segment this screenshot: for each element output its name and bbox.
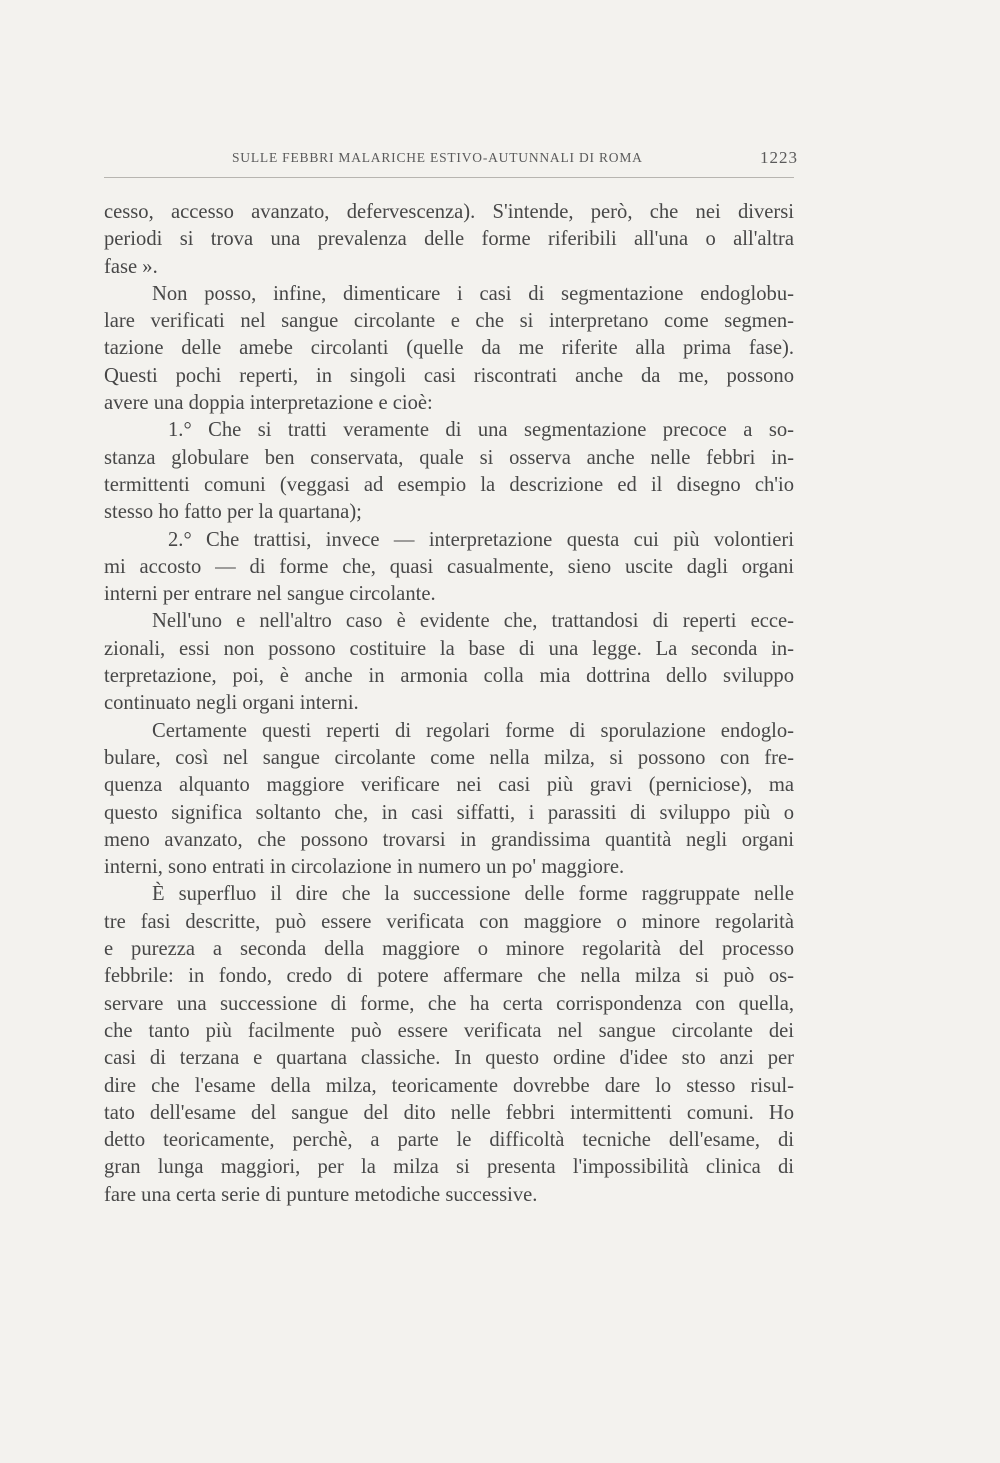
text-line: dire che l'esame della milza, teoricamente dovrebbe dare lo stesso risul- bbox=[104, 1074, 794, 1097]
text-line: Nell'uno e nell'altro caso è evidente che, trattandosi di reperti ecce- bbox=[152, 610, 794, 633]
text-line: Certamente questi reperti di regolari forme di sporulazione endoglo- bbox=[152, 719, 794, 742]
text-line: terpretazione, poi, è anche in armonia colla mia dottrina dello sviluppo bbox=[104, 665, 794, 688]
text-line: È superfluo il dire che la successione delle forme raggruppate nelle bbox=[152, 883, 794, 906]
text-line: stesso ho fatto per la quartana); bbox=[104, 501, 362, 524]
text-line: bulare, così nel sangue circolante come nella milza, si possono con fre- bbox=[104, 746, 794, 769]
text-line: detto teoricamente, perchè, a parte le difficoltà tecniche dell'esame, di bbox=[104, 1129, 794, 1152]
text-line: Questi pochi reperti, in singoli casi riscontrati anche da me, possono bbox=[104, 364, 794, 387]
text-line: servare una successione di forme, che ha certa corrispondenza con quella, bbox=[104, 992, 794, 1015]
text-line: febbrile: in fondo, credo di potere affermare che nella milza si può os- bbox=[104, 965, 794, 988]
text-line: fare una certa serie di punture metodiche successive. bbox=[104, 1183, 538, 1206]
text-line: cesso, accesso avanzato, defervescenza). S'intende, però, che nei diversi bbox=[104, 201, 794, 223]
text-line: Non posso, infine, dimenticare i casi di segmentazione endoglobu- bbox=[152, 282, 794, 305]
text-line: 2.° Che trattisi, invece — interpretazione questa cui più volontieri bbox=[168, 528, 794, 551]
text-line: interni per entrare nel sangue circolante. bbox=[104, 583, 436, 606]
page-number: 1223 bbox=[760, 148, 798, 167]
running-head: SULLE FEBBRI MALARICHE ESTIVO-AUTUNNALI DI ROMA bbox=[232, 150, 643, 165]
text-line: 1.° Che si tratti veramente di una segmentazione precoce a so- bbox=[168, 419, 794, 442]
text-line: quenza alquanto maggiore verificare nei casi più gravi (perniciose), ma bbox=[104, 774, 794, 797]
body-text bbox=[104, 199, 794, 1209]
text-line: interni, sono entrati in circolazione in numero un po' maggiore. bbox=[104, 856, 625, 879]
text-line: questo significa soltanto che, in casi siffatti, i parassiti di sviluppo più o bbox=[104, 801, 794, 824]
text-line: fase ». bbox=[104, 255, 158, 278]
text-line: termittenti comuni (veggasi ad esempio la descrizione ed il disegno ch'io bbox=[104, 473, 794, 496]
text-line: e purezza a seconda della maggiore o minore regolarità del processo bbox=[104, 938, 794, 961]
text-line: tre fasi descritte, può essere verificata con maggiore o minore regolarità bbox=[104, 910, 794, 933]
text-line: tato dell'esame del sangue del dito nelle febbri intermittenti comuni. Ho bbox=[104, 1101, 794, 1124]
text-line: zionali, essi non possono costituire la base di una legge. La seconda in- bbox=[104, 637, 794, 660]
text-line: mi accosto — di forme che, quasi casualmente, sieno uscite dagli organi bbox=[104, 555, 794, 578]
header-rule bbox=[104, 177, 794, 178]
text-line: continuato negli organi interni. bbox=[104, 692, 359, 715]
text-line: avere una doppia interpretazione e cioè: bbox=[104, 392, 433, 415]
text-line: stanza globulare ben conservata, quale si osserva anche nelle febbri in- bbox=[104, 446, 794, 469]
text-line: meno avanzato, che possono trovarsi in grandissima quantità negli organi bbox=[104, 828, 794, 851]
text-line: periodi si trova una prevalenza delle forme riferibili all'una o all'altra bbox=[104, 228, 794, 251]
text-line: che tanto più facilmente può essere verificata nel sangue circolante dei bbox=[104, 1019, 794, 1042]
text-line: casi di terzana e quartana classiche. In questo ordine d'idee sto anzi per bbox=[104, 1047, 794, 1070]
text-line: lare verificati nel sangue circolante e che si interpretano come segmen- bbox=[104, 310, 794, 333]
text-line: tazione delle amebe circolanti (quelle da me riferite alla prima fase). bbox=[104, 337, 794, 360]
text-line: gran lunga maggiori, per la milza si presenta l'impossibilità clinica di bbox=[104, 1156, 794, 1179]
